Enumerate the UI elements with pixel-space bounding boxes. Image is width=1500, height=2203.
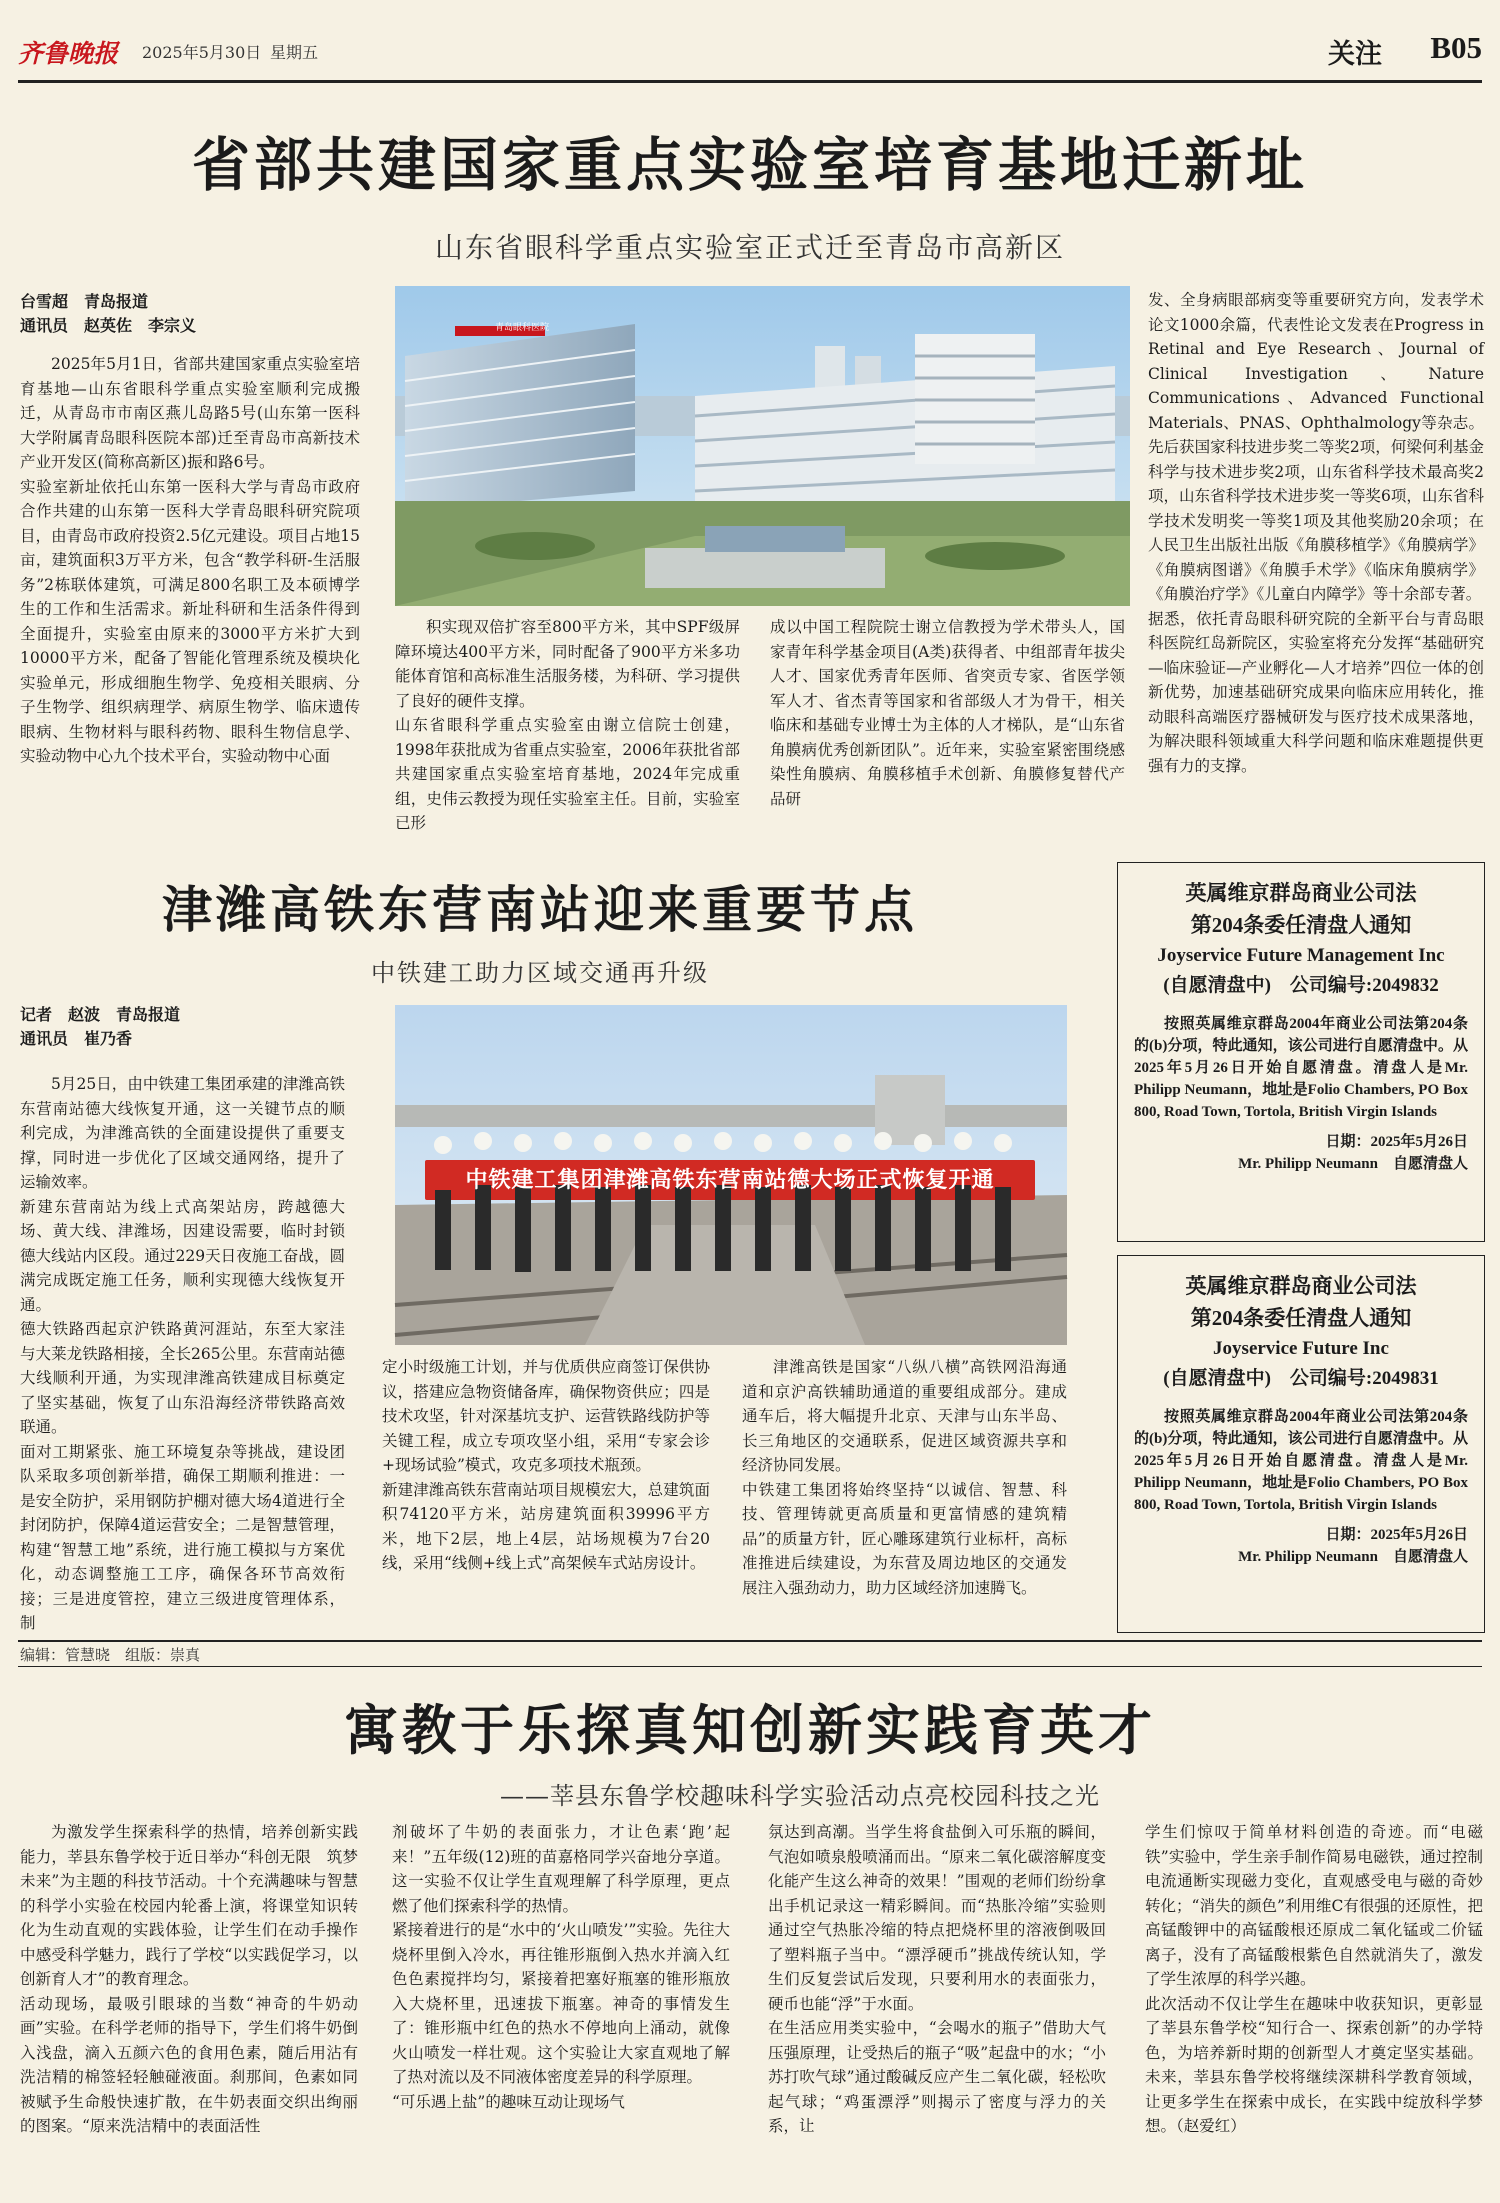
article2-subtitle: 中铁建工助力区域交通再升级: [371, 959, 709, 987]
notice1-signature: Mr. Philipp Neumann 自愿清盘人: [1238, 1156, 1468, 1172]
section-name: 关注: [1328, 39, 1382, 70]
article1-byline: [20, 290, 380, 338]
notice1-company: Joyservice Future Management Inc: [1157, 945, 1445, 966]
article2-photo: [395, 1005, 1067, 1345]
article2-reporter: 记者 赵波 青岛报道: [20, 1005, 181, 1024]
article1-headline: 省部共建国家重点实验室培育基地迁新址: [191, 131, 1308, 199]
notice1-status: (自愿清盘中): [1163, 975, 1271, 996]
notice2-regno: 公司编号:2049831: [1289, 1368, 1439, 1389]
legal-notice-2: [1117, 1255, 1485, 1633]
notice2-title2: 第204条委任清盘人通知: [1190, 1306, 1412, 1330]
article1-column3: 成以中国工程院院士谢立信教授为学术带头人，国家青年科学基金项目(A类)获得者、中组部青年拔尖人才、国家优秀青年医师、省突贡专家、省医学领军人才、省杰青等国家和省部级人才为骨干，相关临床和基础专业博士为主体的人才梯队，是“山东省角膜病优秀创新团队”。近年来，实验室紧密围绕感染性角膜病、角膜移植手术创新、角膜修复替代产品研: [770, 618, 1125, 808]
notice2-company: Joyservice Future Inc: [1213, 1338, 1389, 1359]
article2-headline: 津潍高铁东营南站迎来重要节点: [162, 880, 918, 939]
article3-column3: 氛达到高潮。当学生将食盐倒入可乐瓶的瞬间，气泡如喷泉般喷涌而出。“原来二氧化碳溶解度变化能产生这么神奇的效果！”围观的老师们纷纷拿出手机记录这一精彩瞬间。而“热胀冷缩”实验则通过空气热胀冷缩的特点把烧杯里的溶液倒吸回了塑料瓶子当中。“漂浮硬币”挑战传统认知，学生们反复尝试后发现，只要利用水的表面张力，硬币也能“浮”于水面。 在生活应用类实验中，“会喝水的瓶子”借助大气压强原理，让受热后的瓶子“吸”起盘中的水；“小苏打吹气球”通过酸碱反应产生二氧化碳，轻松吹起气球；“鸡蛋漂浮”则揭示了密度与浮力的关系，让: [768, 1823, 1106, 2135]
article3-column2: 剂破坏了牛奶的表面张力，才让色素‘跑’起来！”五年级(12)班的苗嘉格同学兴奋地分享道。这一实验不仅让学生直观理解了科学原理，更点燃了他们探索科学的热情。 紧接着进行的是“水中的‘火山喷发’”实验。先往大烧杯里倒入冷水，再往锥形瓶倒入热水并滴入红色色素搅拌均匀，紧接着把塞好瓶塞的锥形瓶放入大烧杯里，迅速拔下瓶塞。神奇的事情发生了：锥形瓶中红色的热水不停地向上涌动，就像火山喷发一样壮观。这个实验让大家直观地了解了热对流以及不同液体密度差异的科学原理。 “可乐遇上盐”的趣味互动让现场气: [392, 1823, 730, 2111]
article1-column4: 发、全身病眼部病变等重要研究方向，发表学术论文1000余篇，代表性论文发表在Progress in Retinal and Eye Research、Journal of Clinical Investigation、Nature Communications、Advanced Functional Materials、PNAS、Ophthalmology等杂志。先后获国家科技进步奖二等奖2项，何梁何利基金科学与技术进步奖2项，山东省科学技术最高奖2项，山东省科学技术进步奖一等奖6项，山东省科学技术发明奖一等奖1项及其他奖励20余项；在人民卫生出版社出版《角膜移植学》《角膜病学》《角膜病图谱》《角膜手术学》《临床角膜病学》《角膜治疗学》《儿童白内障学》等十余部专著。 据悉，依托青岛眼科研究院的全新平台与青岛眼科医院红岛新院区，实验室将充分发挥“基础研究—临床验证—产业孵化—人才培养”四位一体的创新优势，加速基础研究成果向临床应用转化，推动眼科高端医疗器械研发与医疗技术成果落地，为解决眼科领域重大科学问题和临床难题提供更强有力的支撑。: [1148, 291, 1484, 775]
article1-correspondents: 通讯员 赵英佐 李宗义: [20, 316, 197, 335]
article2-column1: 5月25日，由中铁建工集团承建的津潍高铁东营南站德大线恢复开通，这一关键节点的顺利完成，为津潍高铁的全面建设提供了重要支撑，同时进一步优化了区域交通网络，提升了运输效率。 新建东营南站为线上式高架站房，跨越德大场、黄大线、津潍场，因建设需要，临时封锁德大线站内区段。通过229天日夜施工奋战，圆满完成既定施工任务，顺利实现德大线恢复开通。 德大铁路西起京沪铁路黄河涯站，东至大家洼与大莱龙铁路相接，全长265公里。东营南站德大线顺利开通，为实现津潍高铁建成目标奠定了坚实基础，恢复了山东沿海经济带铁路高效联通。 面对工期紧张、施工环境复杂等挑战，建设团队采取多项创新举措，确保工期顺利推进：一是安全防护，采用钢防护棚对德大场4道进行全封闭防护，保障4道运营安全；二是智慧管理，构建“智慧工地”系统，进行施工模拟与方案优化，动态调整施工工序，确保各环节高效衔接；三是进度管控，建立三级进度管理体系，制: [20, 1075, 345, 1632]
article1-photo: [395, 286, 1130, 606]
notice1-body: 按照英属维京群岛2004年商业公司法第204条的(b)分项，特此通知，该公司进行自愿清盘中。从2025年5月26日开始自愿清盘。清盘人是Mr. Philipp Neumann，地址是Folio Chambers, PO Box 800, Road Town, Tortola, British Virgin Islands: [1134, 1016, 1468, 1120]
article2-column3: 津潍高铁是国家“八纵八横”高铁网沿海通道和京沪高铁辅助通道的重要组成部分。建成通车后，将大幅提升北京、天津与山东半岛、长三角地区的交通联系，促进区域资源共享和经济协同发展。 中铁建工集团将始终坚持“以诚信、智慧、科技、管理铸就更高质量和更富情感的建筑精品”的质量方针，匠心雕琢建筑行业标杆，高标准推进后续建设，为东营及周边地区的交通发展注入强劲动力，助力区域经济加速腾飞。: [742, 1358, 1067, 1597]
building-sign: 青岛眼科医院: [495, 323, 550, 333]
photo-banner: 中铁建工集团津潍高铁东营南站德大场正式恢复开通: [465, 1167, 995, 1193]
article1-column1: 2025年5月1日，省部共建国家重点实验室培育基地—山东省眼科学重点实验室顺利完成搬迁，从青岛市市南区燕儿岛路5号(山东第一医科大学附属青岛眼科医院本部)迁至青岛市高新技术产业开发区(简称高新区)振和路6号。 实验室新址依托山东第一医科大学与青岛市政府合作共建的山东第一医科大学青岛眼科研究院项目，由青岛市政府投资2.5亿元建设。项目占地15亩，建筑面积3万平方米，包含“教学科研-生活服务”2栋联体建筑，可满足800名职工及本硕博学生的工作和生活需求。新址科研和生活条件得到全面提升，实验室由原来的3000平方米扩大到10000平方米，配备了智能化管理系统及模块化实验单元，形成细胞生物学、免疫相关眼病、分子生物学、组织病理学、病原生物学、临床遗传眼病、生物材料与眼科药物、眼科生物信息学、实验动物中心九个技术平台，实验动物中心面: [20, 355, 360, 765]
article1-reporter: 台雪超 青岛报道: [20, 292, 149, 311]
notice2-status: (自愿清盘中): [1163, 1368, 1271, 1389]
notice2-date: 日期：2025年5月26日: [1325, 1527, 1468, 1543]
editors-rule-bottom: [18, 1666, 1482, 1667]
article2-byline: [20, 1003, 380, 1051]
notice1-title2: 第204条委任清盘人通知: [1190, 913, 1412, 937]
building-illustration: [395, 286, 1130, 606]
legal-notice-1: [1117, 862, 1485, 1242]
notice1-status-line: [1134, 971, 1468, 1001]
article2-correspondent: 通讯员 崔乃香: [20, 1029, 133, 1048]
article1-subtitle: 山东省眼科学重点实验室正式迁至青岛市高新区: [434, 231, 1065, 264]
article3-subtitle: ——莘县东鲁学校趣味科学实验活动点亮校园科技之光: [500, 1782, 1100, 1810]
issue-weekday: 星期五: [270, 43, 319, 62]
editors-credit: 编辑：管慧晓 组版：崇真: [20, 1646, 201, 1664]
article2-column2: 定小时级施工计划，并与优质供应商签订保供协议，搭建应急物资储备库，确保物资供应；四是技术攻坚，针对深基坑支护、运营铁路线防护等关键工程，成立专项攻坚小组，采用“专家会诊+现场试验”模式，攻克多项技术瓶颈。 新建津潍高铁东营南站项目规模宏大，总建筑面积74120平方米，站房建筑面积39996平方米，地下2层，地上4层，站场规模为7台20线，采用“线侧+线上式”高架候车式站房设计。: [382, 1358, 710, 1572]
notice2-signature: Mr. Philipp Neumann 自愿清盘人: [1238, 1549, 1468, 1565]
notice2-status-line: [1134, 1364, 1468, 1394]
page-number: B05: [1430, 30, 1482, 65]
masthead: [18, 30, 1482, 76]
editors-rule: [18, 1640, 1482, 1642]
notice2-body: 按照英属维京群岛2004年商业公司法第204条的(b)分项，特此通知，该公司进行自愿清盘中。从2025年5月26日开始自愿清盘。清盘人是Mr. Philipp Neumann，地址是Folio Chambers, PO Box 800, Road Town, Tortola, British Virgin Islands: [1134, 1409, 1468, 1513]
article3-headline: 寓教于乐探真知创新实践育英才: [344, 1698, 1156, 1762]
issue-date: 2025年5月30日: [142, 43, 262, 62]
article3-column4: 学生们惊叹于简单材料创造的奇迹。而“电磁铁”实验中，学生亲手制作简易电磁铁，通过控制电流通断实现磁力变化，直观感受电与磁的奇妙转化；“消失的颜色”利用维C有很强的还原性，把高锰酸钾中的高锰酸根还原成二氧化锰或二价锰离子，没有了高锰酸根紫色自然就消失了，激发了学生浓厚的科学兴趣。 此次活动不仅让学生在趣味中收获知识，更彰显了莘县东鲁学校“知行合一、探索创新”的办学特色，为培养新时期的创新型人才奠定坚实基础。未来，莘县东鲁学校将继续深耕科学教育领域，让更多学生在探索中成长，在实践中绽放科学梦想。（赵爱红）: [1145, 1823, 1483, 2135]
masthead-rule: [18, 80, 1482, 83]
article1-column2: 积实现双倍扩容至800平方米，其中SPF级屏障环境达400平方米，同时配备了900平方米多功能体育馆和高标准生活服务楼，为科研、学习提供了良好的硬件支撑。 山东省眼科学重点实验室由谢立信院士创建，1998年获批成为省重点实验室，2006年获批省部共建国家重点实验室培育基地，2024年完成重组，史伟云教授为现任实验室主任。目前，实验室已形: [395, 618, 740, 832]
notice1-title: 英属维京群岛商业公司法: [1185, 881, 1417, 905]
newspaper-logo: 齐鲁晚报: [18, 39, 119, 68]
notice1-date: 日期：2025年5月26日: [1325, 1134, 1468, 1150]
notice2-title: 英属维京群岛商业公司法: [1185, 1274, 1417, 1298]
notice1-regno: 公司编号:2049832: [1289, 975, 1439, 996]
article3-column1: 为激发学生探索科学的热情，培养创新实践能力，莘县东鲁学校于近日举办“科创无限 筑梦未来”为主题的科技节活动。十个充满趣味与智慧的科学小实验在校园内轮番上演，将课堂知识转化为生动直观的实践体验，让学生们在动手操作中感受科学魅力，践行了学校“以实践促学习，以创新育人才”的教育理念。 活动现场，最吸引眼球的当数“神奇的牛奶动画”实验。在科学老师的指导下，学生们将牛奶倒入浅盘，滴入五颜六色的食用色素，随后用沾有洗洁精的棉签轻轻触碰液面。刹那间，色素如同被赋予生命般快速扩散，在牛奶表面交织出绚丽的图案。“原来洗洁精中的表面活性: [20, 1823, 358, 2135]
